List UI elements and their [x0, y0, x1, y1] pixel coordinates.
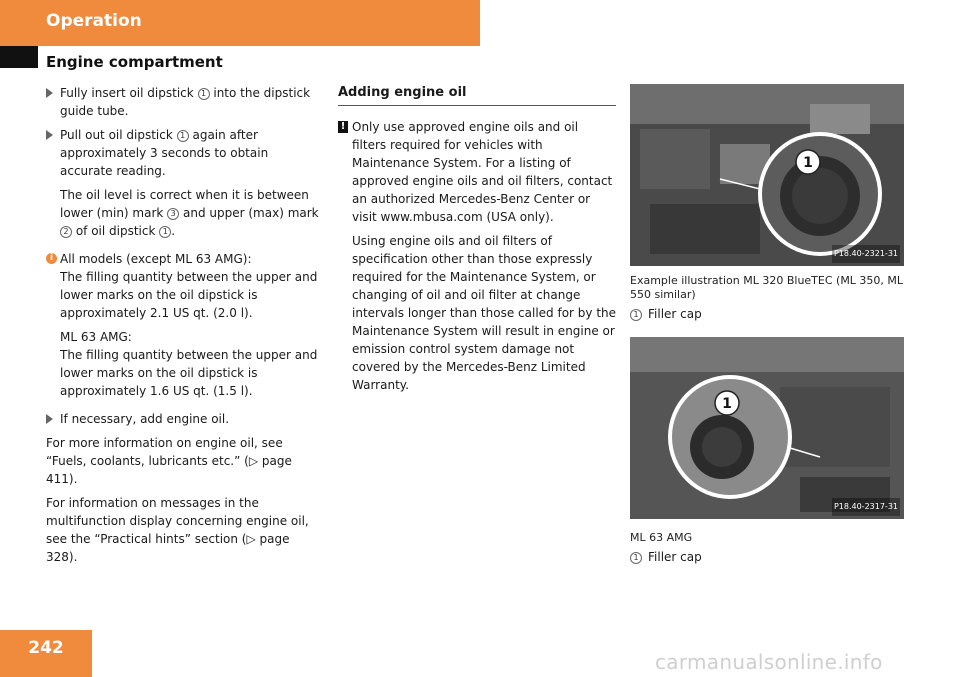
callout-1-icon: 1 — [198, 88, 210, 100]
right-column — [630, 84, 906, 566]
step-text: into the dipstick guide tube. — [60, 86, 311, 118]
step-add-oil — [46, 410, 324, 428]
callout-3-icon: 3 — [167, 208, 179, 220]
legend-text: Filler cap — [648, 307, 702, 321]
callout-2-icon: 2 — [60, 226, 72, 238]
oil-level-note — [46, 186, 324, 240]
page-ref-link[interactable]: ▷ page 411 — [46, 454, 292, 486]
engine-bay-illustration — [630, 337, 904, 519]
arrow-bullet-icon — [46, 130, 53, 140]
figure-code: P18.40-2317-31 — [832, 498, 900, 516]
figure-caption: ML 63 AMG — [630, 531, 693, 544]
page-ref-link[interactable]: ▷ page 328 — [46, 532, 290, 564]
section-title: Operation — [46, 11, 142, 31]
figure-legend — [630, 305, 906, 323]
step-text: If necessary, add engine oil. — [60, 412, 230, 426]
para-text: For information on messages in the multifunction display concerning engine oil, see the “Practical hints” section ( — [46, 496, 309, 546]
note-text: and upper (max) mark — [183, 206, 319, 220]
step-text: Pull out oil dipstick — [60, 128, 173, 142]
step-text: Fully insert oil dipstick — [60, 86, 194, 100]
para-text: For more information on engine oil, see “Fuels, coolants, lubricants etc.” ( — [46, 436, 283, 468]
figure-caption: Example illustration ML 320 BlueTEC (ML 350, ML 550 similar) — [630, 274, 904, 301]
callout-1-icon: 1 — [630, 309, 642, 321]
step-insert-dipstick — [46, 84, 324, 120]
info-title: All models (except ML 63 AMG): — [60, 252, 252, 266]
step-text: again after approximately 3 seconds to obtain accurate reading. — [60, 128, 269, 178]
step-pull-dipstick — [46, 126, 324, 180]
figure-callout: 1 — [722, 396, 732, 412]
callout-1-icon: 1 — [630, 552, 642, 564]
figure-legend — [630, 548, 906, 566]
engine-photo-ml63amg — [630, 337, 904, 519]
info-note — [46, 250, 324, 400]
middle-column — [338, 84, 616, 400]
para-text: ). — [68, 472, 78, 486]
header-tab — [0, 46, 38, 68]
amg-body: The filling quantity between the upper and lower marks on the oil dipstick is approximately 1.6 US qt. (1.5 l). — [60, 348, 318, 398]
amg-title: ML 63 AMG: — [60, 330, 132, 344]
watermark: carmanualsonline.info — [655, 650, 883, 674]
section-heading: Adding engine oil — [338, 84, 616, 106]
more-info-fuels — [46, 434, 324, 488]
warning-note — [338, 118, 616, 394]
warning-text: Using engine oils and oil filters of specification other than those expressly required for the Maintenance System, or changing of oil and oil filter at change intervals longer than those called for by the Maintenance System will result in engine or emission control system damage not covered by the Mercedes-Benz Limited Warranty. — [352, 234, 617, 392]
note-text: of oil dipstick — [75, 224, 156, 238]
arrow-bullet-icon — [46, 414, 53, 424]
warning-text: Only use approved engine oils and oil filters required for vehicles with Maintenance System. For a listing of approved engine oils and oil filters, contact an authorized Mercedes-Benz Center or visit www.mbusa.com (USA only). — [352, 120, 613, 224]
warning-icon: ! — [338, 121, 348, 133]
legend-text: Filler cap — [648, 550, 702, 564]
figure-code: P18.40-2321-31 — [832, 245, 900, 263]
figure-callout: 1 — [803, 155, 813, 171]
more-info-display — [46, 494, 324, 566]
info-body: The filling quantity between the upper and lower marks on the oil dipstick is approximately 2.1 US qt. (2.0 l). — [60, 270, 318, 320]
page-subtitle: Engine compartment — [46, 53, 223, 71]
engine-bay-illustration — [630, 84, 904, 266]
page-number: 242 — [28, 638, 64, 658]
callout-1-icon: 1 — [177, 130, 189, 142]
left-column — [46, 84, 324, 572]
arrow-bullet-icon — [46, 88, 53, 98]
callout-1-icon: 1 — [159, 226, 171, 238]
note-text: The oil level is correct when it is between lower (min) mark — [60, 188, 309, 220]
info-icon: i — [46, 253, 57, 264]
para-text: ). — [68, 550, 78, 564]
engine-photo-ml320 — [630, 84, 904, 266]
note-text: . — [171, 224, 176, 238]
